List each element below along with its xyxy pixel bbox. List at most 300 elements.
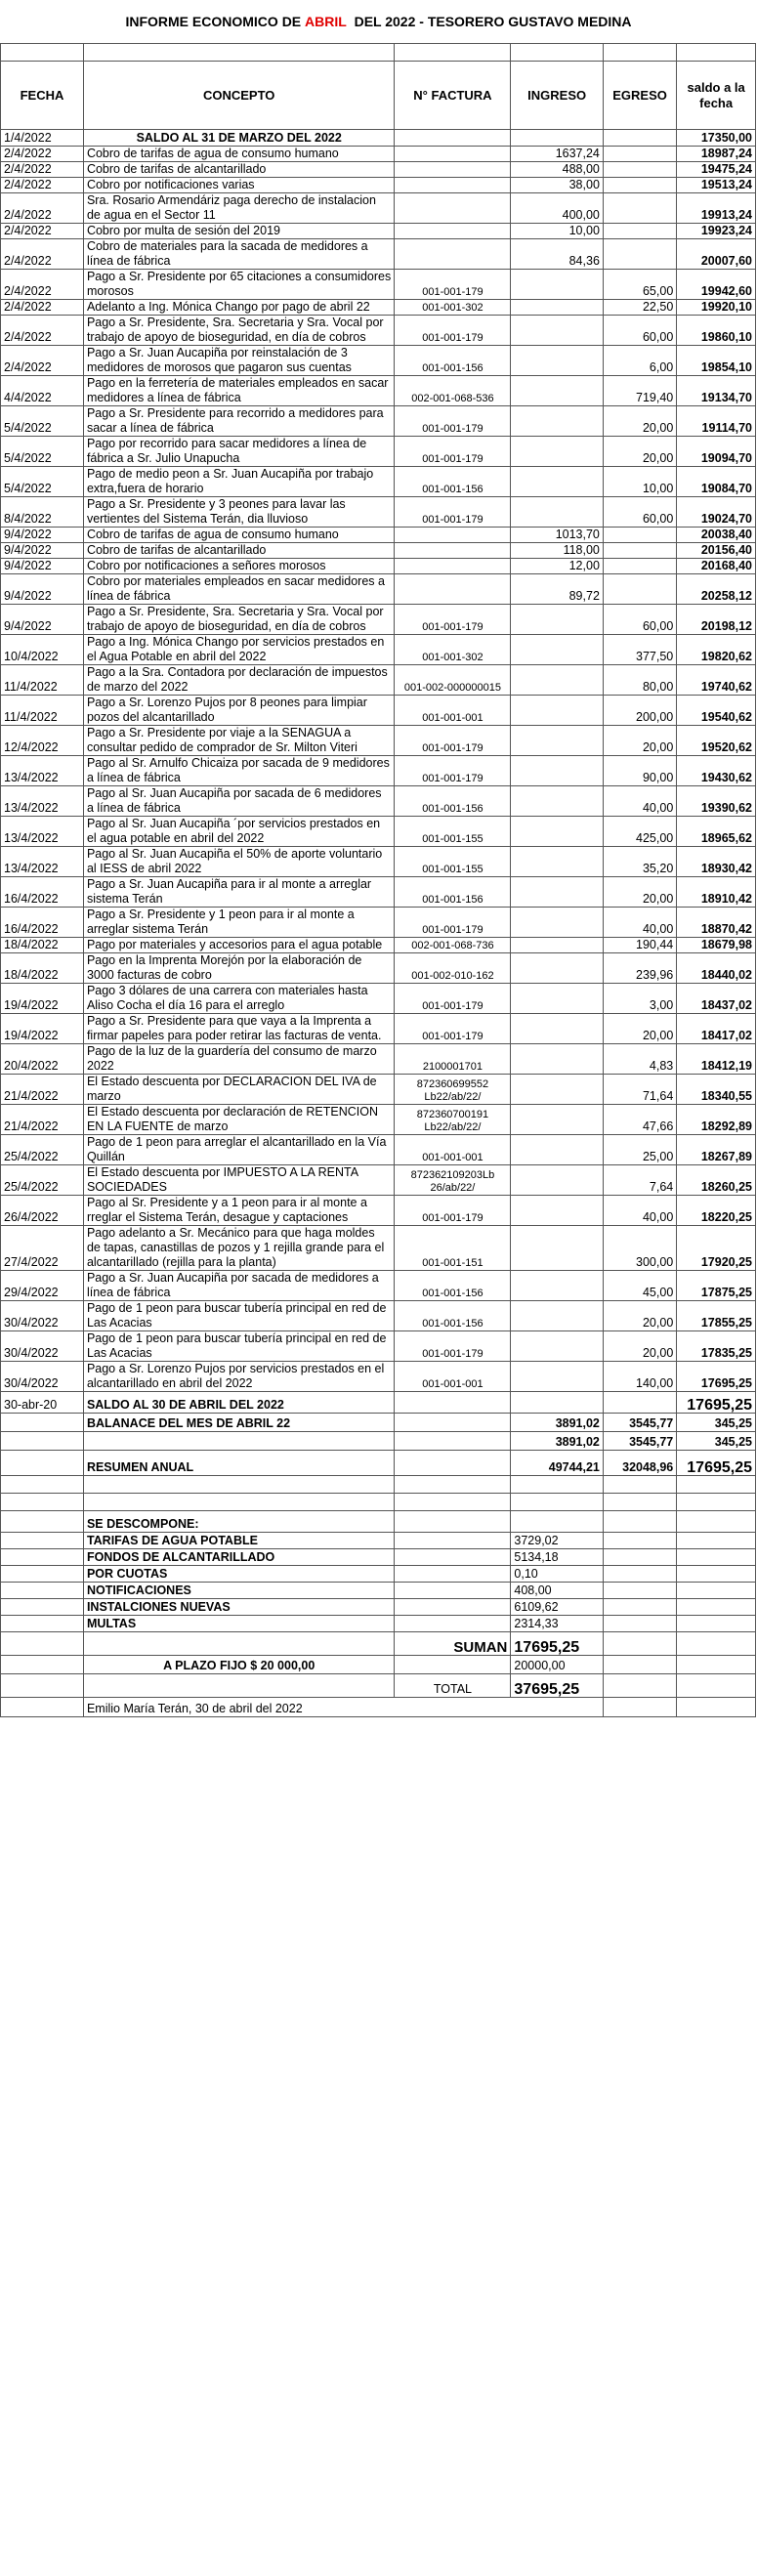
row-egreso: 22,50 <box>603 300 676 316</box>
row-saldo: 18292,89 <box>677 1105 756 1135</box>
header-egreso: EGRESO <box>603 62 676 130</box>
row-ingreso <box>511 1226 604 1271</box>
row-saldo: 19084,70 <box>677 467 756 497</box>
row-egreso <box>603 178 676 193</box>
row-fecha: 9/4/2022 <box>1 605 84 635</box>
row-saldo: 17835,25 <box>677 1331 756 1362</box>
header-saldo: saldo a la fecha <box>677 62 756 130</box>
row-egreso: 45,00 <box>603 1271 676 1301</box>
descompone-label: TARIFAS DE AGUA POTABLE <box>83 1533 395 1549</box>
row-fecha: 13/4/2022 <box>1 756 84 786</box>
row-fecha: 5/4/2022 <box>1 406 84 437</box>
row-concepto: Pago a Sr. Presidente y 3 peones para lavar las vertientes del Sistema Terán, dia lluvioso <box>83 497 395 528</box>
plazo-label: A PLAZO FIJO $ 20 000,00 <box>83 1656 395 1674</box>
row-factura: 002-001-068-536 <box>395 376 511 406</box>
row-factura: 001-001-179 <box>395 1014 511 1044</box>
row-fecha: 29/4/2022 <box>1 1271 84 1301</box>
balance-row <box>1 1414 756 1432</box>
table-row <box>1 908 756 938</box>
table-row <box>1 300 756 316</box>
row-saldo: 19920,10 <box>677 300 756 316</box>
row-egreso: 20,00 <box>603 406 676 437</box>
row-factura <box>395 193 511 224</box>
descompone-label: FONDOS DE ALCANTARILLADO <box>83 1549 395 1566</box>
row-ingreso <box>511 1301 604 1331</box>
row-concepto: El Estado descuenta por declaración de RETENCION EN LA FUENTE de marzo <box>83 1105 395 1135</box>
header-factura: N° FACTURA <box>395 62 511 130</box>
descompone-value: 5134,18 <box>511 1549 604 1566</box>
blank-row <box>1 1494 756 1511</box>
row-saldo: 19094,70 <box>677 437 756 467</box>
row-factura: 001-001-156 <box>395 467 511 497</box>
row-ingreso: 84,36 <box>511 239 604 270</box>
opening-saldo: 17350,00 <box>677 130 756 147</box>
table-row <box>1 635 756 665</box>
row-factura <box>395 239 511 270</box>
row-concepto: Pago a Sr. Presidente, Sra. Secretaria y Sra. Vocal por trabajo de apoyo de bioseguridad, en día de cobros <box>83 605 395 635</box>
table-row <box>1 574 756 605</box>
row-factura: 001-001-001 <box>395 1135 511 1165</box>
row-fecha: 11/4/2022 <box>1 696 84 726</box>
row-egreso: 7,64 <box>603 1165 676 1196</box>
row-factura: 001-001-179 <box>395 756 511 786</box>
row-concepto: Cobro por multa de sesión del 2019 <box>83 224 395 239</box>
row-ingreso <box>511 696 604 726</box>
row-fecha: 9/4/2022 <box>1 528 84 543</box>
row-ingreso <box>511 984 604 1014</box>
descompone-value: 0,10 <box>511 1566 604 1583</box>
row-factura: 001-001-001 <box>395 696 511 726</box>
row-saldo: 19114,70 <box>677 406 756 437</box>
row-saldo: 17695,25 <box>677 1362 756 1392</box>
report-title <box>0 0 757 43</box>
table-row <box>1 528 756 543</box>
row-saldo: 19740,62 <box>677 665 756 696</box>
row-saldo: 17875,25 <box>677 1271 756 1301</box>
row-egreso: 140,00 <box>603 1362 676 1392</box>
table-row <box>1 1014 756 1044</box>
row-factura <box>395 224 511 239</box>
row-egreso: 35,20 <box>603 847 676 877</box>
row-concepto: Pago a Ing. Mónica Chango por servicios prestados en el Agua Potable en abril del 2022 <box>83 635 395 665</box>
table-row <box>1 162 756 178</box>
balance-saldo-2: 345,25 <box>677 1432 756 1451</box>
row-ingreso <box>511 467 604 497</box>
row-ingreso <box>511 1331 604 1362</box>
row-concepto: Cobro de materiales para la sacada de medidores a línea de fábrica <box>83 239 395 270</box>
row-concepto: Cobro de tarifas de alcantarillado <box>83 543 395 559</box>
row-fecha: 8/4/2022 <box>1 497 84 528</box>
descompone-value: 2314,33 <box>511 1616 604 1632</box>
row-saldo: 19390,62 <box>677 786 756 817</box>
row-saldo: 18437,02 <box>677 984 756 1014</box>
row-egreso: 190,44 <box>603 938 676 953</box>
row-ingreso <box>511 1014 604 1044</box>
row-saldo: 19942,60 <box>677 270 756 300</box>
row-ingreso <box>511 1105 604 1135</box>
opening-concepto: SALDO AL 31 DE MARZO DEL 2022 <box>83 130 395 147</box>
table-row <box>1 877 756 908</box>
row-concepto: El Estado descuenta por DECLARACION DEL IVA de marzo <box>83 1075 395 1105</box>
row-factura: 001-001-179 <box>395 497 511 528</box>
row-ingreso <box>511 1075 604 1105</box>
row-ingreso: 10,00 <box>511 224 604 239</box>
row-fecha: 9/4/2022 <box>1 543 84 559</box>
title-suffix: DEL 2022 - TESORERO GUSTAVO MEDINA <box>346 14 632 29</box>
row-factura: 001-001-179 <box>395 605 511 635</box>
table-row <box>1 696 756 726</box>
row-egreso: 90,00 <box>603 756 676 786</box>
balance-concepto: BALANACE DEL MES DE ABRIL 22 <box>83 1414 395 1432</box>
row-saldo: 20038,40 <box>677 528 756 543</box>
row-fecha: 2/4/2022 <box>1 346 84 376</box>
row-saldo: 19923,24 <box>677 224 756 239</box>
row-factura: 001-002-000000015 <box>395 665 511 696</box>
row-saldo: 20156,40 <box>677 543 756 559</box>
row-fecha: 26/4/2022 <box>1 1196 84 1226</box>
row-saldo: 18965,62 <box>677 817 756 847</box>
table-row <box>1 316 756 346</box>
row-ingreso <box>511 1135 604 1165</box>
row-concepto: Pago en la Imprenta Morejón por la elaboración de 3000 facturas de cobro <box>83 953 395 984</box>
row-fecha: 2/4/2022 <box>1 178 84 193</box>
row-fecha: 13/4/2022 <box>1 817 84 847</box>
table-row <box>1 437 756 467</box>
descompone-label: MULTAS <box>83 1616 395 1632</box>
row-factura <box>395 528 511 543</box>
row-saldo: 18870,42 <box>677 908 756 938</box>
table-row <box>1 559 756 574</box>
row-egreso: 4,83 <box>603 1044 676 1075</box>
row-concepto: Pago al Sr. Juan Aucapiña por sacada de 6 medidores a línea de fábrica <box>83 786 395 817</box>
row-factura <box>395 574 511 605</box>
row-ingreso <box>511 1362 604 1392</box>
row-egreso: 10,00 <box>603 467 676 497</box>
row-factura: 001-001-302 <box>395 300 511 316</box>
table-header <box>1 62 756 130</box>
row-egreso: 25,00 <box>603 1135 676 1165</box>
opening-row <box>1 130 756 147</box>
row-egreso: 300,00 <box>603 1226 676 1271</box>
header-fecha: FECHA <box>1 62 84 130</box>
table-row <box>1 1362 756 1392</box>
row-saldo: 19520,62 <box>677 726 756 756</box>
row-fecha: 12/4/2022 <box>1 726 84 756</box>
resumen-row <box>1 1451 756 1476</box>
table-row <box>1 1044 756 1075</box>
row-concepto: Pago 3 dólares de una carrera con materiales hasta Aliso Cocha el día 16 para el arreglo <box>83 984 395 1014</box>
descompone-label: POR CUOTAS <box>83 1566 395 1583</box>
row-saldo: 18930,42 <box>677 847 756 877</box>
resumen-concepto: RESUMEN ANUAL <box>83 1451 395 1476</box>
row-concepto: Pago de la luz de la guardería del consumo de marzo 2022 <box>83 1044 395 1075</box>
row-factura: 001-001-179 <box>395 1331 511 1362</box>
row-factura: 001-001-155 <box>395 817 511 847</box>
row-factura: 001-001-179 <box>395 437 511 467</box>
row-egreso: 200,00 <box>603 696 676 726</box>
row-concepto: Pago a Sr. Presidente y 1 peon para ir al monte a arreglar sistema Terán <box>83 908 395 938</box>
row-saldo: 17920,25 <box>677 1226 756 1271</box>
row-concepto: Pago a Sr. Presidente para que vaya a la Imprenta a firmar papeles para poder retirar las facturas de venta. <box>83 1014 395 1044</box>
row-fecha: 13/4/2022 <box>1 786 84 817</box>
row-egreso: 65,00 <box>603 270 676 300</box>
descompone-row <box>1 1583 756 1599</box>
row-concepto: Cobro por materiales empleados en sacar medidores a línea de fábrica <box>83 574 395 605</box>
total-row <box>1 1674 756 1698</box>
table-row <box>1 346 756 376</box>
row-saldo: 19134,70 <box>677 376 756 406</box>
table-row <box>1 786 756 817</box>
closing-saldo: 17695,25 <box>677 1392 756 1414</box>
row-factura: 001-001-179 <box>395 270 511 300</box>
table-row <box>1 147 756 162</box>
row-ingreso <box>511 497 604 528</box>
table-row <box>1 406 756 437</box>
row-concepto: El Estado descuenta por IMPUESTO A LA RENTA SOCIEDADES <box>83 1165 395 1196</box>
row-concepto: Pago a Sr. Juan Aucapiña por reinstalación de 3 medidores de morosos que pagaron sus cuentas <box>83 346 395 376</box>
row-ingreso <box>511 346 604 376</box>
row-factura: 001-001-302 <box>395 635 511 665</box>
balance-ingreso: 3891,02 <box>511 1414 604 1432</box>
row-fecha: 27/4/2022 <box>1 1226 84 1271</box>
row-egreso: 3,00 <box>603 984 676 1014</box>
table-row <box>1 1165 756 1196</box>
row-concepto: Pago adelanto a Sr. Mecánico para que haga moldes de tapas, canastillas de pozos y 1 rejilla grande para el alcantarillado (rejilla para la planta) <box>83 1226 395 1271</box>
row-fecha: 2/4/2022 <box>1 239 84 270</box>
row-factura: 001-001-151 <box>395 1226 511 1271</box>
resumen-egreso: 32048,96 <box>603 1451 676 1476</box>
row-fecha: 2/4/2022 <box>1 147 84 162</box>
row-ingreso: 488,00 <box>511 162 604 178</box>
row-saldo: 18412,19 <box>677 1044 756 1075</box>
row-concepto: Pago a Sr. Juan Aucapiña para ir al monte a arreglar sistema Terán <box>83 877 395 908</box>
row-ingreso <box>511 376 604 406</box>
row-ingreso: 1013,70 <box>511 528 604 543</box>
title-month: ABRIL <box>305 14 347 29</box>
row-saldo: 20007,60 <box>677 239 756 270</box>
row-factura: 001-001-179 <box>395 984 511 1014</box>
row-ingreso <box>511 635 604 665</box>
row-ingreso: 400,00 <box>511 193 604 224</box>
row-egreso: 80,00 <box>603 665 676 696</box>
row-saldo: 19913,24 <box>677 193 756 224</box>
row-egreso: 40,00 <box>603 908 676 938</box>
row-egreso: 40,00 <box>603 786 676 817</box>
table-row <box>1 1331 756 1362</box>
row-factura: 001-001-156 <box>395 786 511 817</box>
footer-signature: Emilio María Terán, 30 de abril del 2022 <box>83 1698 603 1717</box>
table-row <box>1 953 756 984</box>
suman-row <box>1 1632 756 1656</box>
table-row <box>1 376 756 406</box>
row-egreso: 377,50 <box>603 635 676 665</box>
row-factura <box>395 559 511 574</box>
row-saldo: 18260,25 <box>677 1165 756 1196</box>
row-egreso: 40,00 <box>603 1196 676 1226</box>
row-concepto: Pago de 1 peon para arreglar el alcantarillado en la Vía Quillán <box>83 1135 395 1165</box>
row-factura: 872360700191 Lb22/ab/22/ <box>395 1105 511 1135</box>
row-fecha: 5/4/2022 <box>1 437 84 467</box>
row-concepto: Pago a Sr. Presidente para recorrido a medidores para sacar a línea de fábrica <box>83 406 395 437</box>
table-row <box>1 665 756 696</box>
table-row <box>1 847 756 877</box>
row-ingreso <box>511 847 604 877</box>
table-row <box>1 1075 756 1105</box>
header-concepto: CONCEPTO <box>83 62 395 130</box>
row-ingreso <box>511 938 604 953</box>
row-egreso <box>603 574 676 605</box>
row-ingreso <box>511 786 604 817</box>
opening-fecha: 1/4/2022 <box>1 130 84 147</box>
closing-fecha: 30-abr-20 <box>1 1392 84 1414</box>
row-concepto: Cobro por notificaciones a señores morosos <box>83 559 395 574</box>
row-egreso: 20,00 <box>603 726 676 756</box>
row-ingreso: 12,00 <box>511 559 604 574</box>
table-row <box>1 178 756 193</box>
balance-ingreso-2: 3891,02 <box>511 1432 604 1451</box>
row-ingreso <box>511 406 604 437</box>
row-saldo: 18679,98 <box>677 938 756 953</box>
table-row <box>1 497 756 528</box>
row-saldo: 20198,12 <box>677 605 756 635</box>
row-ingreso <box>511 605 604 635</box>
row-fecha: 30/4/2022 <box>1 1362 84 1392</box>
row-fecha: 5/4/2022 <box>1 467 84 497</box>
row-egreso: 239,96 <box>603 953 676 984</box>
descompone-label: INSTALCIONES NUEVAS <box>83 1599 395 1616</box>
row-fecha: 11/4/2022 <box>1 665 84 696</box>
table-row <box>1 467 756 497</box>
descompone-title-row <box>1 1511 756 1533</box>
row-concepto: Pago de 1 peon para buscar tubería principal en red de Las Acacias <box>83 1331 395 1362</box>
row-concepto: Pago de medio peon a Sr. Juan Aucapiña por trabajo extra,fuera de horario <box>83 467 395 497</box>
row-ingreso <box>511 1044 604 1075</box>
row-egreso <box>603 239 676 270</box>
row-factura: 001-002-010-162 <box>395 953 511 984</box>
row-ingreso: 118,00 <box>511 543 604 559</box>
resumen-saldo: 17695,25 <box>677 1451 756 1476</box>
row-concepto: Pago a la Sra. Contadora por declaración de impuestos de marzo del 2022 <box>83 665 395 696</box>
table-row <box>1 938 756 953</box>
row-ingreso <box>511 877 604 908</box>
table-row <box>1 270 756 300</box>
descompone-value: 3729,02 <box>511 1533 604 1549</box>
row-saldo: 17855,25 <box>677 1301 756 1331</box>
closing-row <box>1 1392 756 1414</box>
descompone-row <box>1 1599 756 1616</box>
table-row <box>1 1196 756 1226</box>
plazo-row <box>1 1656 756 1674</box>
row-concepto: Sra. Rosario Armendáriz paga derecho de instalacion de agua en el Sector 11 <box>83 193 395 224</box>
row-factura: 001-001-179 <box>395 316 511 346</box>
row-egreso: 425,00 <box>603 817 676 847</box>
row-fecha: 9/4/2022 <box>1 574 84 605</box>
row-factura: 001-001-179 <box>395 908 511 938</box>
row-factura: 001-001-155 <box>395 847 511 877</box>
row-egreso <box>603 193 676 224</box>
row-concepto: Cobro de tarifas de agua de consumo humano <box>83 147 395 162</box>
row-ingreso <box>511 316 604 346</box>
row-egreso: 20,00 <box>603 437 676 467</box>
row-concepto: Pago al Sr. Presidente y a 1 peon para ir al monte a rreglar el Sistema Terán, desague y captaciones <box>83 1196 395 1226</box>
table-row <box>1 1105 756 1135</box>
row-concepto: Cobro de tarifas de agua de consumo humano <box>83 528 395 543</box>
table-row <box>1 726 756 756</box>
table-row <box>1 224 756 239</box>
row-saldo: 18267,89 <box>677 1135 756 1165</box>
row-ingreso <box>511 1271 604 1301</box>
row-fecha: 19/4/2022 <box>1 1014 84 1044</box>
row-factura: 872360699552 Lb22/ab/22/ <box>395 1075 511 1105</box>
row-egreso: 20,00 <box>603 1014 676 1044</box>
row-factura: 002-001-068-736 <box>395 938 511 953</box>
descompone-row <box>1 1566 756 1583</box>
row-factura: 001-001-179 <box>395 1196 511 1226</box>
row-saldo: 19854,10 <box>677 346 756 376</box>
row-egreso: 20,00 <box>603 877 676 908</box>
row-factura: 001-001-179 <box>395 406 511 437</box>
row-ingreso <box>511 908 604 938</box>
descompone-row <box>1 1616 756 1632</box>
row-factura: 001-001-156 <box>395 877 511 908</box>
closing-concepto: SALDO AL 30 DE ABRIL DEL 2022 <box>83 1392 395 1414</box>
row-concepto: Pago en la ferretería de materiales empleados en sacar medidores a línea de fábrica <box>83 376 395 406</box>
row-concepto: Pago a Sr. Presidente por 65 citaciones a consumidores morosos <box>83 270 395 300</box>
row-fecha: 25/4/2022 <box>1 1165 84 1196</box>
row-egreso: 719,40 <box>603 376 676 406</box>
row-fecha: 2/4/2022 <box>1 270 84 300</box>
row-saldo: 19475,24 <box>677 162 756 178</box>
header-ingreso: INGRESO <box>511 62 604 130</box>
row-saldo: 18987,24 <box>677 147 756 162</box>
row-egreso <box>603 559 676 574</box>
row-factura: 001-001-001 <box>395 1362 511 1392</box>
row-ingreso <box>511 300 604 316</box>
descompone-title: SE DESCOMPONE: <box>83 1511 395 1533</box>
blank-row <box>1 1476 756 1494</box>
balance-saldo: 345,25 <box>677 1414 756 1432</box>
row-fecha: 30/4/2022 <box>1 1301 84 1331</box>
row-fecha: 16/4/2022 <box>1 908 84 938</box>
row-factura <box>395 147 511 162</box>
table-row <box>1 1301 756 1331</box>
row-concepto: Pago a Sr. Presidente, Sra. Secretaria y Sra. Vocal por trabajo de apoyo de bioseguridad, en día de cobros <box>83 316 395 346</box>
row-saldo: 19860,10 <box>677 316 756 346</box>
balance-egreso: 3545,77 <box>603 1414 676 1432</box>
row-saldo: 19540,62 <box>677 696 756 726</box>
row-fecha: 25/4/2022 <box>1 1135 84 1165</box>
row-concepto: Cobro de tarifas de alcantarillado <box>83 162 395 178</box>
descompone-value: 408,00 <box>511 1583 604 1599</box>
row-egreso: 71,64 <box>603 1075 676 1105</box>
row-ingreso: 89,72 <box>511 574 604 605</box>
row-factura: 872362109203Lb 26/ab/22/ <box>395 1165 511 1196</box>
row-fecha: 2/4/2022 <box>1 316 84 346</box>
row-concepto: Pago al Sr. Juan Aucapiña el 50% de aporte voluntario al IESS de abril 2022 <box>83 847 395 877</box>
row-egreso: 6,00 <box>603 346 676 376</box>
row-ingreso: 1637,24 <box>511 147 604 162</box>
row-ingreso <box>511 756 604 786</box>
row-saldo: 19513,24 <box>677 178 756 193</box>
ledger-table <box>0 43 756 1717</box>
total-label: TOTAL <box>395 1674 511 1698</box>
balance-egreso-2: 3545,77 <box>603 1432 676 1451</box>
descompone-label: NOTIFICACIONES <box>83 1583 395 1599</box>
total-value: 37695,25 <box>511 1674 604 1698</box>
suman-value: 17695,25 <box>511 1632 604 1656</box>
row-egreso <box>603 224 676 239</box>
row-egreso: 60,00 <box>603 497 676 528</box>
